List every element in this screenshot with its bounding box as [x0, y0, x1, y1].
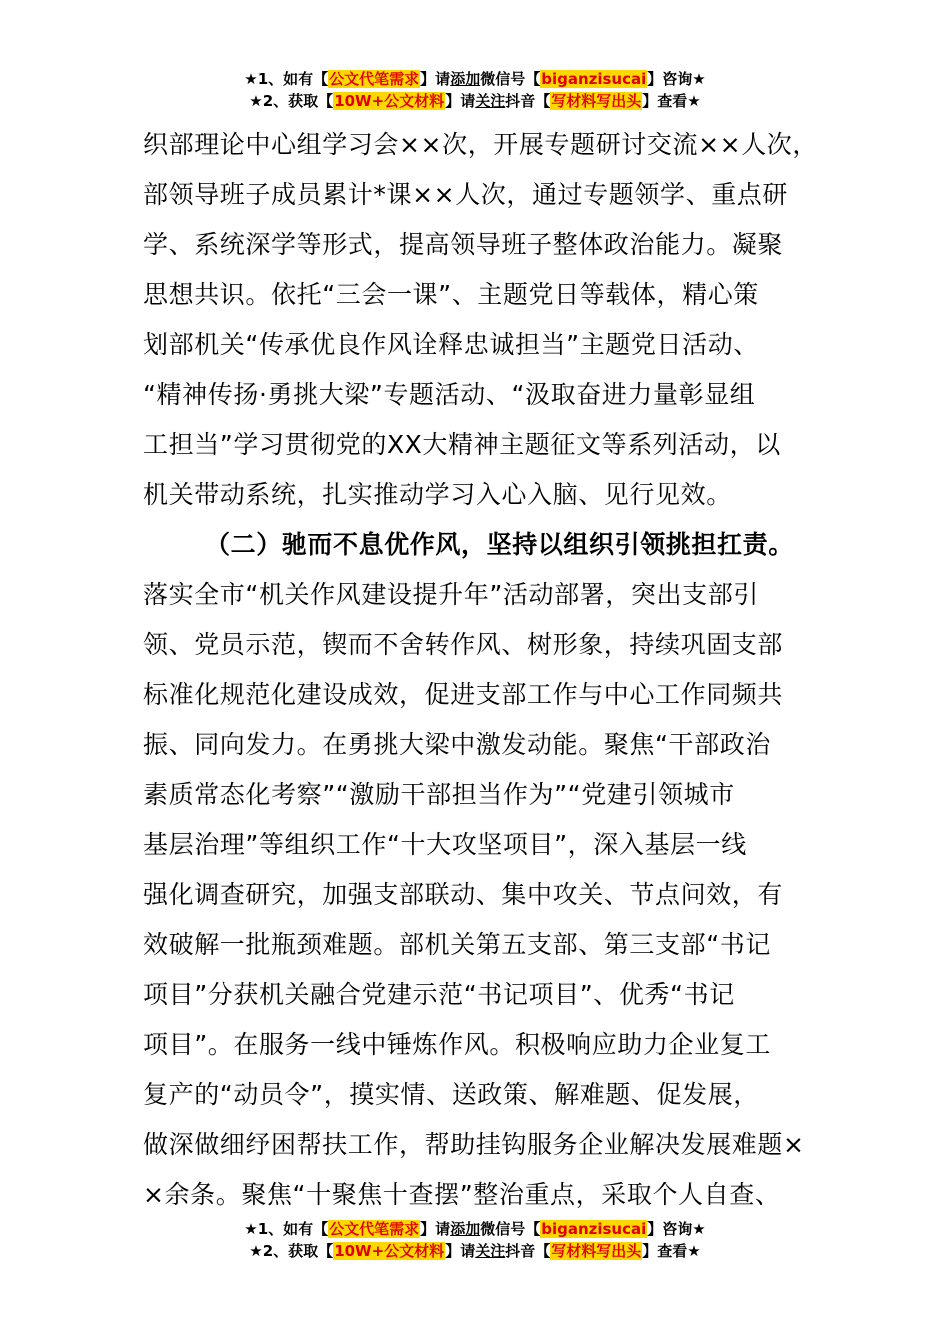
promo-text: 】请 — [420, 70, 451, 88]
body-line: 项目”分获机关融合党建示范“书记项目”、优秀“书记 — [143, 980, 735, 1009]
body-line: 划部机关“传承优良作风诠释忠诚担当”主题党日活动、 — [143, 330, 759, 359]
promo-text: 】咨询★ — [647, 70, 706, 88]
promo-highlight: 写材料写出头 — [551, 1242, 642, 1260]
promo-text: 】请 — [420, 1220, 451, 1238]
promo-underlined: 添加 — [450, 70, 481, 88]
body-line: 落实全市“机关作风建设提升年”活动部署，突出支部引 — [143, 580, 759, 609]
body-line: 复产的“动员令”，摸实情、送政策、解难题、促发展， — [143, 1080, 759, 1109]
promo-text: ★2、获取【 — [249, 1242, 334, 1260]
promo-text: 抖音【 — [505, 1242, 551, 1260]
promo-text: 抖音【 — [505, 92, 551, 110]
body-line: 学、系统深学等形式，提高领导班子整体政治能力。凝聚 — [143, 230, 784, 259]
body-line: 强化调查研究，加强支部联动、集中攻关、节点问效，有 — [143, 880, 784, 909]
promo-highlight: 10W+公文材料 — [334, 92, 445, 110]
promo-underlined: 关注 — [475, 1242, 506, 1260]
promo-underlined: 添加 — [450, 1220, 481, 1238]
body-line: 标准化规范化建设成效，促进支部工作与中心工作同频共 — [143, 680, 784, 709]
body-line: ×余条。聚焦“十聚焦十查摆”整治重点，采取个人自查、 — [143, 1180, 781, 1209]
promo-line-2 — [0, 90, 950, 112]
body-line: 工担当”学习贯彻党的XX大精神主题征文等系列活动，以 — [143, 430, 781, 459]
promo-highlight: 公文代笔需求 — [329, 70, 420, 88]
promo-text: ★1、如有【 — [244, 1220, 329, 1238]
body-line: 做深做细纾困帮扶工作，帮助挂钩服务企业解决发展难题× — [143, 1130, 805, 1159]
promo-highlight: 写材料写出头 — [551, 92, 642, 110]
promo-text: ★2、获取【 — [249, 92, 334, 110]
promo-text: 微信号【 — [480, 1220, 541, 1238]
promo-line-1 — [0, 1218, 950, 1240]
body-line: 领、党员示范，锲而不舍转作风、树形象，持续巩固支部 — [143, 630, 784, 659]
body-line: 素质常态化考察”“激励干部担当作为”“党建引领城市 — [143, 780, 735, 809]
promo-text: 】咨询★ — [647, 1220, 706, 1238]
promo-line-2 — [0, 1240, 950, 1262]
promo-text: 微信号【 — [480, 70, 541, 88]
section-heading: （二）驰而不息优作风，坚持以组织引领挑担扛责。 — [205, 530, 794, 559]
promo-underlined: 关注 — [475, 92, 506, 110]
bottom-promo-banner — [0, 1218, 950, 1262]
top-promo-banner — [0, 68, 950, 112]
promo-line-1 — [0, 68, 950, 90]
document-body — [143, 120, 818, 1220]
body-line: 项目”。在服务一线中锤炼作风。积极响应助力企业复工 — [143, 1030, 771, 1059]
promo-highlight: 10W+公文材料 — [334, 1242, 445, 1260]
body-line: 部领导班子成员累计*课××人次，通过专题领学、重点研 — [143, 180, 788, 209]
promo-text: 】查看★ — [642, 1242, 701, 1260]
body-line: 振、同向发力。在勇挑大梁中激发动能。聚焦“干部政治 — [143, 730, 771, 759]
body-line: 思想共识。依托“三会一课”、主题党日等载体，精心策 — [143, 280, 759, 309]
promo-highlight: biganzisucai — [541, 70, 647, 88]
body-line: 基层治理”等组织工作“十大攻坚项目”，深入基层一线 — [143, 830, 747, 859]
body-line: 织部理论中心组学习会××次，开展专题研讨交流××人次， — [143, 130, 818, 159]
promo-text: ★1、如有【 — [244, 70, 329, 88]
promo-highlight: 公文代笔需求 — [329, 1220, 420, 1238]
promo-text: 】请 — [445, 92, 476, 110]
promo-text: 】查看★ — [642, 92, 701, 110]
body-line: 效破解一批瓶颈难题。部机关第五支部、第三支部“书记 — [143, 930, 771, 959]
body-line: 机关带动系统，扎实推动学习入心入脑、见行见效。 — [143, 480, 732, 509]
promo-text: 】请 — [445, 1242, 476, 1260]
body-line: “精神传扬·勇挑大梁”专题活动、“汲取奋进力量彰显组 — [143, 380, 756, 409]
promo-highlight: biganzisucai — [541, 1220, 647, 1238]
